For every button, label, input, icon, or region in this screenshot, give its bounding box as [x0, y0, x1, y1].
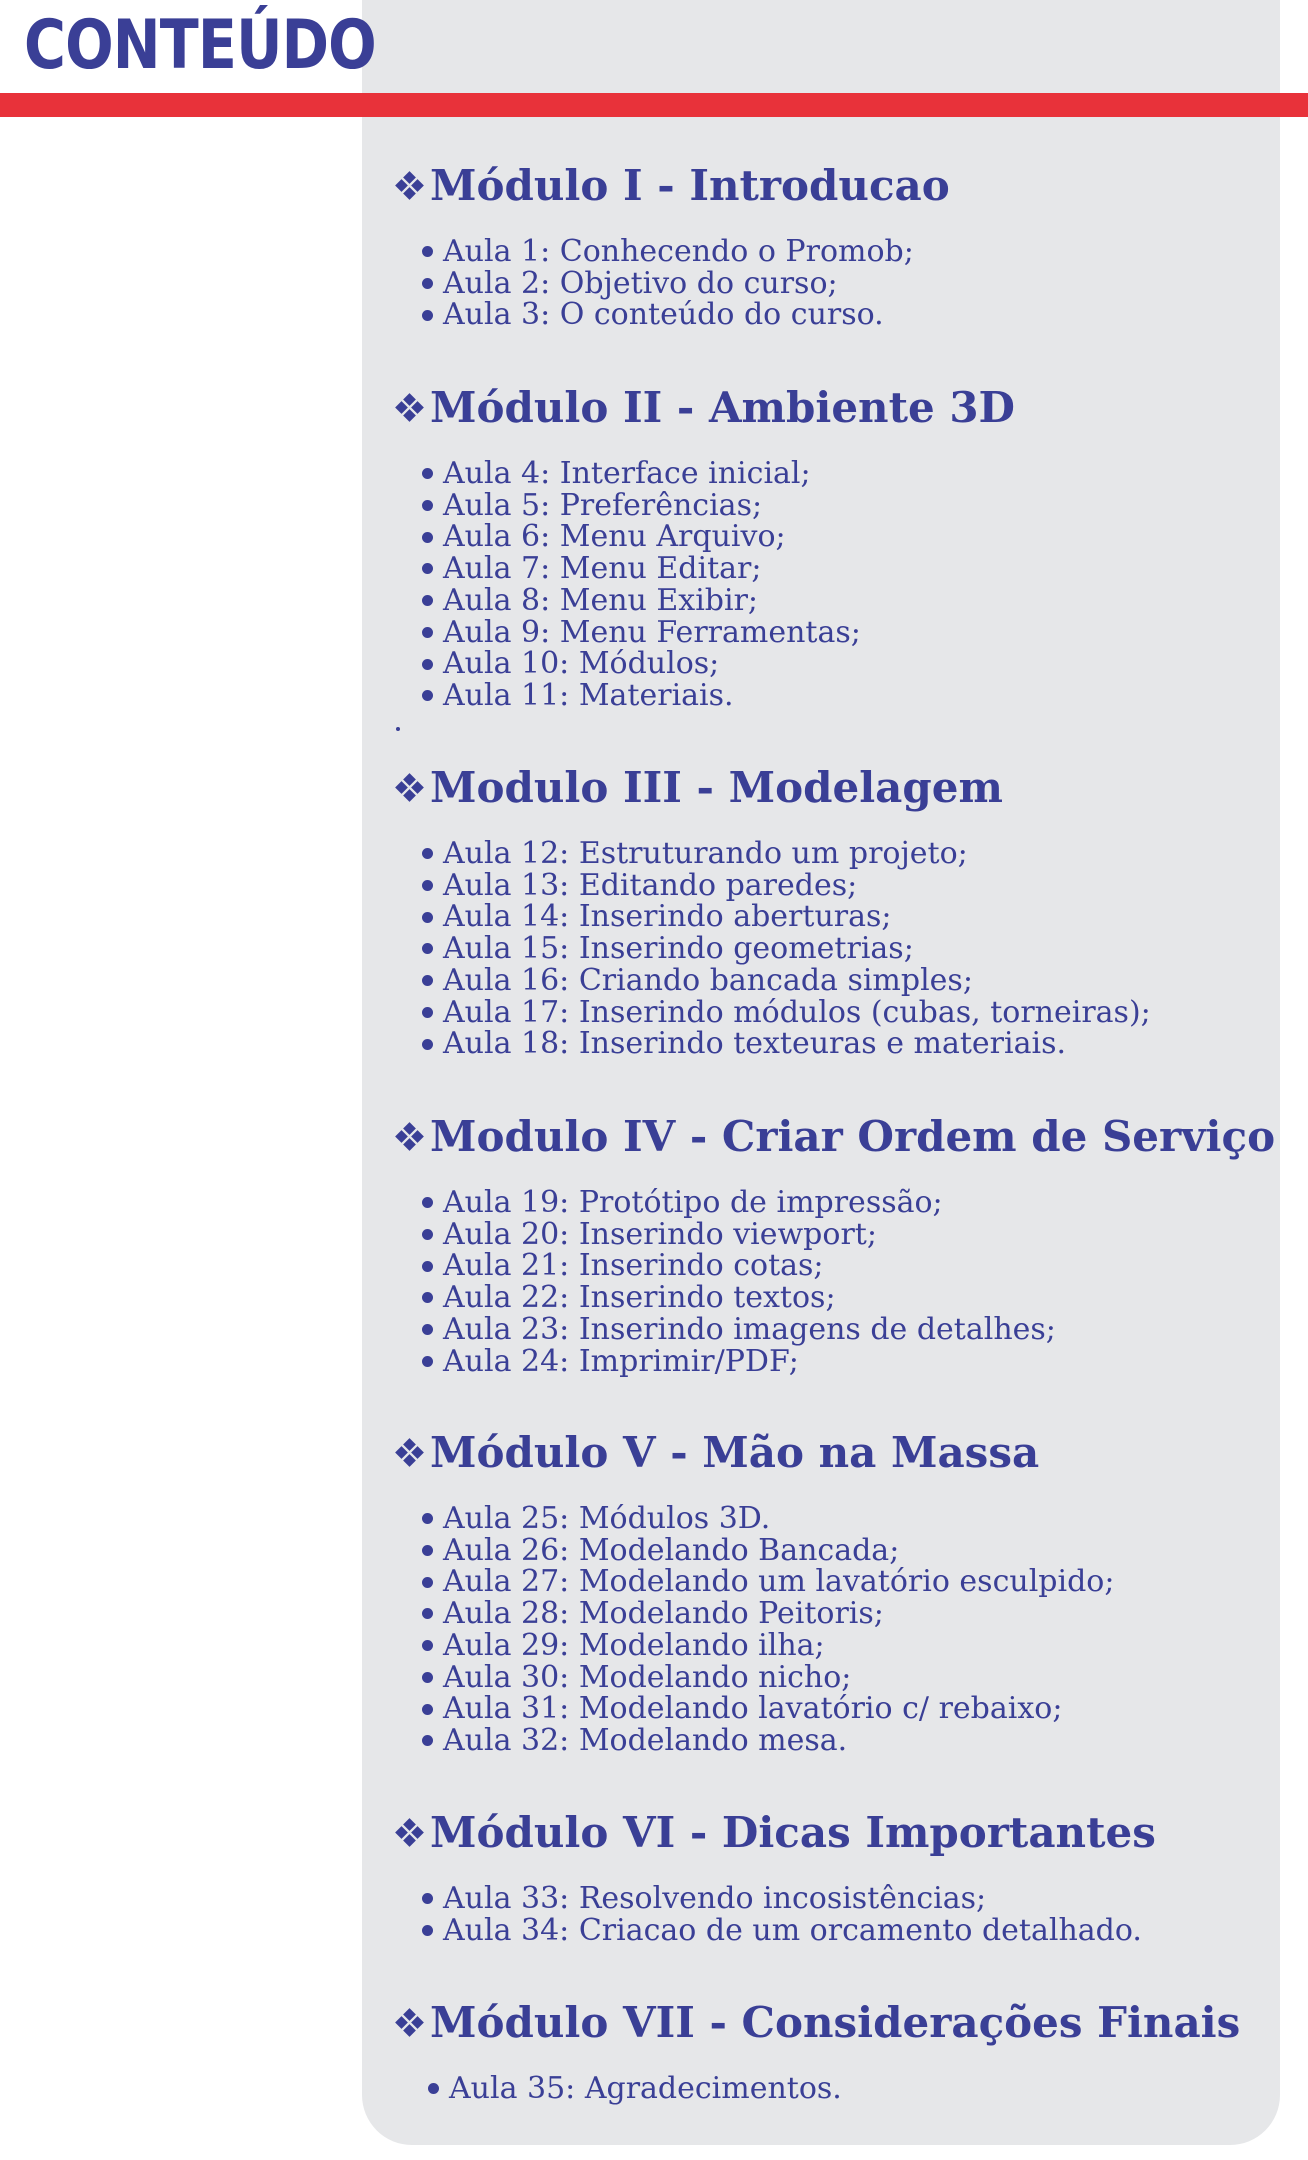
bullet-icon [422, 468, 433, 479]
module-title: Módulo V - Mão na Massa [430, 1428, 1040, 1477]
module-3 [396, 760, 1276, 1060]
module-heading [396, 1995, 1276, 2051]
list-item: Aula 7: Menu Editar; [422, 553, 1276, 585]
list-item: Aula 17: Inserindo módulos (cubas, torneiras); [422, 997, 1276, 1029]
list-item: Aula 13: Editando paredes; [422, 870, 1276, 902]
lesson-list [428, 2073, 1276, 2105]
bullet-icon [422, 912, 433, 923]
four-diamond-bullet-icon [396, 774, 424, 802]
list-item: Aula 14: Inserindo aberturas; [422, 901, 1276, 933]
bullet-icon [422, 310, 433, 321]
bullet-icon [422, 595, 433, 606]
module-title: Módulo VI - Dicas Importantes [430, 1808, 1156, 1857]
four-diamond-bullet-icon [396, 1819, 424, 1847]
stray-dot [396, 727, 400, 731]
list-item: Aula 31: Modelando lavatório c/ rebaixo; [422, 1693, 1276, 1725]
list-item: Aula 1: Conhecendo o Promob; [422, 236, 1276, 268]
bullet-icon [422, 1672, 433, 1683]
bullet-icon [422, 975, 433, 986]
bullet-icon [422, 690, 433, 701]
list-item: Aula 29: Modelando ilha; [422, 1630, 1276, 1662]
four-diamond-bullet-icon [396, 394, 424, 422]
module-heading [396, 760, 1276, 816]
list-item: Aula 23: Inserindo imagens de detalhes; [422, 1314, 1276, 1346]
bullet-icon [422, 1893, 433, 1904]
title-underline-bar [0, 93, 1308, 117]
lesson-list [422, 1503, 1276, 1757]
module-title: Módulo I - Introducao [430, 161, 950, 210]
list-item: Aula 30: Modelando nicho; [422, 1662, 1276, 1694]
module-title: Modulo III - Modelagem [430, 763, 1003, 812]
list-item: Aula 16: Criando bancada simples; [422, 965, 1276, 997]
module-heading [396, 1805, 1276, 1861]
list-item: Aula 33: Resolvendo incosistências; [422, 1883, 1276, 1915]
list-item: Aula 35: Agradecimentos. [428, 2073, 1276, 2105]
four-diamond-bullet-icon [396, 2009, 424, 2037]
module-6 [396, 1805, 1276, 1946]
list-item: Aula 10: Módulos; [422, 648, 1276, 680]
module-7 [396, 1995, 1276, 2105]
list-item: Aula 8: Menu Exibir; [422, 585, 1276, 617]
bullet-icon [422, 1039, 433, 1050]
bullet-icon [422, 943, 433, 954]
bullet-icon [422, 880, 433, 891]
list-item: Aula 5: Preferências; [422, 490, 1276, 522]
list-item: Aula 19: Protótipo de impressão; [422, 1187, 1276, 1219]
module-heading [396, 1425, 1276, 1481]
bullet-icon [422, 1545, 433, 1556]
lesson-list [422, 1187, 1276, 1377]
bullet-icon [422, 1324, 433, 1335]
bullet-icon [422, 278, 433, 289]
bullet-icon [422, 1356, 433, 1367]
bullet-icon [422, 500, 433, 511]
lesson-list [422, 1883, 1276, 1946]
list-item: Aula 2: Objetivo do curso; [422, 268, 1276, 300]
module-heading [396, 1109, 1276, 1165]
module-heading [396, 380, 1276, 436]
bullet-icon [422, 532, 433, 543]
list-item: Aula 4: Interface inicial; [422, 458, 1276, 490]
module-title: Módulo VII - Considerações Finais [430, 1998, 1241, 2047]
bullet-icon [422, 1735, 433, 1746]
list-item: Aula 27: Modelando um lavatório esculpido; [422, 1566, 1276, 1598]
module-2 [396, 380, 1276, 712]
lesson-list [422, 838, 1276, 1060]
list-item: Aula 32: Modelando mesa. [422, 1725, 1276, 1757]
bullet-icon [422, 1513, 433, 1524]
list-item: Aula 28: Modelando Peitoris; [422, 1598, 1276, 1630]
bullet-icon [422, 848, 433, 859]
bullet-icon [422, 1292, 433, 1303]
list-item: Aula 24: Imprimir/PDF; [422, 1346, 1276, 1378]
page-title: CONTEÚDO [24, 6, 376, 85]
module-title: Modulo IV - Criar Ordem de Serviço [430, 1112, 1276, 1161]
bullet-icon [422, 1229, 433, 1240]
bullet-icon [422, 659, 433, 670]
bullet-icon [422, 1925, 433, 1936]
four-diamond-bullet-icon [396, 172, 424, 200]
module-4 [396, 1109, 1276, 1377]
bullet-icon [422, 1007, 433, 1018]
bullet-icon [422, 1608, 433, 1619]
bullet-icon [422, 1640, 433, 1651]
bullet-icon [422, 246, 433, 257]
module-1 [396, 158, 1276, 331]
bullet-icon [422, 1197, 433, 1208]
module-5 [396, 1425, 1276, 1757]
list-item: Aula 3: O conteúdo do curso. [422, 299, 1276, 331]
list-item: Aula 15: Inserindo geometrias; [422, 933, 1276, 965]
module-title: Módulo II - Ambiente 3D [430, 383, 1015, 432]
list-item: Aula 9: Menu Ferramentas; [422, 617, 1276, 649]
list-item: Aula 26: Modelando Bancada; [422, 1535, 1276, 1567]
list-item: Aula 25: Módulos 3D. [422, 1503, 1276, 1535]
list-item: Aula 22: Inserindo textos; [422, 1282, 1276, 1314]
list-item: Aula 20: Inserindo viewport; [422, 1219, 1276, 1251]
module-heading [396, 158, 1276, 214]
list-item: Aula 21: Inserindo cotas; [422, 1250, 1276, 1282]
list-item: Aula 11: Materiais. [422, 680, 1276, 712]
bullet-icon [422, 1704, 433, 1715]
four-diamond-bullet-icon [396, 1123, 424, 1151]
list-item: Aula 34: Criacao de um orcamento detalhado. [422, 1915, 1276, 1947]
lesson-list [422, 458, 1276, 712]
bullet-icon [422, 1577, 433, 1588]
bullet-icon [422, 627, 433, 638]
lesson-list [422, 236, 1276, 331]
four-diamond-bullet-icon [396, 1439, 424, 1467]
list-item: Aula 12: Estruturando um projeto; [422, 838, 1276, 870]
list-item: Aula 18: Inserindo texteuras e materiais. [422, 1028, 1276, 1060]
bullet-icon [422, 1261, 433, 1272]
list-item: Aula 6: Menu Arquivo; [422, 521, 1276, 553]
bullet-icon [422, 563, 433, 574]
bullet-icon [428, 2083, 439, 2094]
